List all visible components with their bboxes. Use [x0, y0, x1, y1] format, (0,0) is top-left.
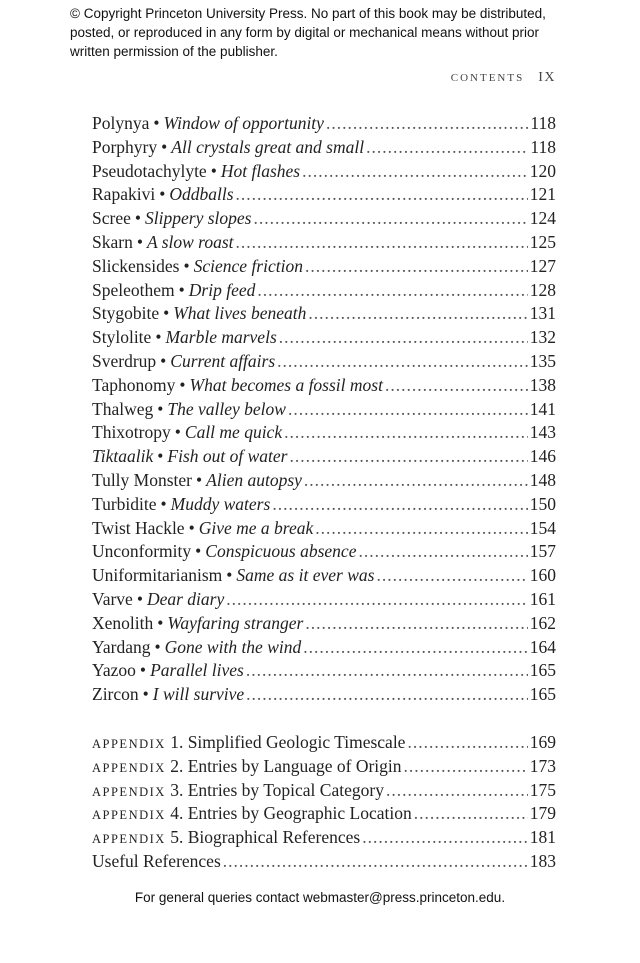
- toc-entry-term: Xenolith: [92, 612, 154, 633]
- toc-entry-subtitle: I will survive: [152, 684, 245, 705]
- toc-entry-subtitle: Give me a break: [198, 517, 314, 538]
- dot-leader: [253, 208, 527, 229]
- bullet-separator: •: [159, 184, 166, 205]
- toc-entry-text: [92, 375, 383, 396]
- bullet-separator: •: [155, 327, 162, 348]
- toc-page-number: 138: [529, 374, 556, 395]
- toc-page-number: 146: [529, 446, 556, 467]
- appendix-number: 3.: [170, 779, 184, 800]
- toc-entry-subtitle: What becomes a fossil most: [189, 374, 383, 395]
- toc-entry-text: [92, 446, 287, 467]
- toc-entry-row: [92, 422, 556, 446]
- toc-page-number: 175: [529, 779, 556, 800]
- appendix-label: APPENDIX: [92, 736, 166, 751]
- dot-leader: [279, 327, 528, 348]
- toc-page-number: 118: [530, 136, 556, 157]
- toc-page-number: 131: [529, 303, 556, 324]
- bullet-separator: •: [174, 422, 181, 443]
- toc-entry-row: [92, 280, 556, 304]
- dot-leader: [386, 780, 528, 801]
- toc-entry-subtitle: Conspicuous absence: [205, 541, 357, 562]
- dot-leader: [366, 137, 528, 158]
- toc-entry-text: [92, 137, 364, 158]
- toc-entry-subtitle: Gone with the wind: [164, 636, 302, 657]
- toc-page-number: 173: [529, 755, 556, 776]
- entries-list: [92, 113, 556, 708]
- toc-entry-subtitle: Dear diary: [146, 588, 225, 609]
- toc-page-number: 141: [529, 398, 556, 419]
- toc-page-number: 150: [529, 493, 556, 514]
- toc-page-number: 148: [529, 469, 556, 490]
- toc-entry-term: Stylolite: [92, 327, 152, 348]
- appendix-number: 2.: [170, 755, 184, 776]
- toc-entry-subtitle: What lives beneath: [173, 303, 307, 324]
- dot-leader: [272, 494, 527, 515]
- toc-entry-text: [92, 256, 303, 277]
- toc-entry-term: Stygobite: [92, 303, 160, 324]
- appendices-list: [92, 732, 556, 851]
- toc-entry-term: Skarn: [92, 231, 133, 252]
- toc-entry-text: [92, 613, 303, 634]
- toc-entry-text: [92, 208, 251, 229]
- toc-entry-term: Uniformitarianism: [92, 565, 223, 586]
- toc-entry-text: [92, 327, 277, 348]
- appendix-text: [92, 756, 402, 777]
- bullet-separator: •: [136, 231, 143, 252]
- bullet-separator: •: [139, 660, 147, 681]
- toc-entry-row: [92, 327, 556, 351]
- toc-entry-row: [92, 232, 556, 256]
- toc-entry-row: [92, 589, 556, 613]
- toc-page-number: 161: [529, 588, 556, 609]
- toc-entry-subtitle: Fish out of water: [167, 446, 288, 467]
- toc-entry-row: [92, 684, 556, 708]
- bullet-separator: •: [160, 493, 167, 514]
- toc-entry-text: [92, 470, 302, 491]
- toc-entry-subtitle: Drip feed: [188, 279, 256, 300]
- toc-entry-subtitle: Muddy waters: [170, 493, 271, 514]
- dot-leader: [305, 613, 527, 634]
- appendix-title: Simplified Geologic Timescale: [187, 731, 406, 752]
- toc-entry-text: [92, 518, 313, 539]
- appendix-label: APPENDIX: [92, 808, 166, 823]
- dot-leader: [223, 851, 528, 872]
- appendix-text: [92, 803, 412, 824]
- appendix-title: Entries by Topical Category: [187, 779, 384, 800]
- toc-entry-text: [92, 184, 234, 205]
- toc-page-number: 127: [529, 255, 556, 276]
- dot-leader: [362, 827, 528, 848]
- toc-entry-text: [92, 565, 374, 586]
- copyright-notice: © Copyright Princeton University Press. No part of this book may be distributed, posted, or reproduced in any form by digital or mechanical means without prior written permission of the publisher.: [70, 6, 546, 59]
- toc-entry-subtitle: Science friction: [193, 255, 303, 276]
- toc-page-number: 162: [529, 612, 556, 633]
- toc-entry-text: [92, 541, 356, 562]
- dot-leader: [303, 637, 528, 658]
- appendix-number: 5.: [170, 827, 184, 848]
- toc-entry-row: [92, 137, 556, 161]
- appendix-text: [92, 732, 405, 753]
- dot-leader: [304, 470, 528, 491]
- appendix-text: [92, 780, 384, 801]
- toc-page-number: 183: [529, 850, 556, 871]
- toc-page-number: 135: [529, 350, 556, 371]
- toc-page-number: 118: [530, 113, 556, 133]
- bullet-separator: •: [157, 398, 164, 419]
- toc-entry-row: [92, 303, 556, 327]
- toc-entry-text: [92, 303, 306, 324]
- toc-entry-term: Twist Hackle: [92, 517, 185, 538]
- toc-entry-text: [92, 351, 275, 372]
- toc-entry-term: Rapakivi: [92, 184, 156, 205]
- toc-page-number: 124: [529, 208, 556, 229]
- bullet-separator: •: [163, 303, 170, 324]
- toc-page-number: 181: [529, 827, 556, 848]
- bullet-separator: •: [188, 517, 195, 538]
- toc-title: Useful References: [92, 850, 221, 871]
- toc-page-number: 128: [529, 279, 556, 300]
- appendix-number: 4.: [170, 803, 184, 824]
- toc-entry-row: [92, 613, 556, 637]
- dot-leader: [284, 422, 528, 443]
- toc-entry-text: [92, 684, 244, 705]
- toc-entry-term: Unconformity: [92, 541, 192, 562]
- toc-entry-row: [92, 446, 556, 470]
- toc-entry-subtitle: Parallel lives: [150, 660, 244, 681]
- toc-entry-row: [92, 660, 556, 684]
- toc-entry-term: Thixotropy: [92, 422, 171, 443]
- toc-entry-row: [92, 161, 556, 185]
- toc-entry-term: Tiktaalik: [92, 446, 154, 467]
- toc-entry-text: [92, 637, 301, 658]
- toc-entry-row: [92, 399, 556, 423]
- toc-entry-text: [92, 422, 282, 443]
- toc-entry-row: [92, 637, 556, 661]
- dot-leader: [404, 756, 528, 777]
- dot-leader: [246, 684, 528, 705]
- toc-page-number: 121: [529, 184, 556, 205]
- toc-page-number: 164: [529, 636, 556, 657]
- toc-page-number: 179: [529, 803, 556, 824]
- toc-entry-text: [92, 232, 234, 253]
- toc-entry-subtitle: Same as it ever was: [236, 565, 375, 586]
- dot-leader: [315, 518, 528, 539]
- bullet-separator: •: [134, 208, 142, 229]
- toc-entry-text: [92, 660, 244, 681]
- toc-entry-term: Yazoo: [92, 660, 136, 681]
- bullet-separator: •: [157, 446, 164, 467]
- running-head: [451, 70, 556, 86]
- dot-leader: [308, 303, 527, 324]
- appendix-title: Biographical References: [187, 827, 361, 848]
- toc-entry-subtitle: The valley below: [167, 398, 286, 419]
- dot-leader: [257, 280, 527, 301]
- toc-entry-text: [92, 280, 255, 301]
- toc-entry-term: Tully Monster: [92, 469, 193, 490]
- dot-leader: [277, 351, 528, 372]
- bullet-separator: •: [226, 565, 233, 586]
- toc-entry-subtitle: Slippery slopes: [145, 208, 252, 229]
- bullet-separator: •: [142, 684, 149, 705]
- appendix-title: Entries by Geographic Location: [187, 803, 412, 824]
- toc-page-number: 165: [529, 660, 556, 681]
- toc-entry-subtitle: All crystals great and small: [171, 136, 365, 157]
- running-head-label: CONTENTS: [450, 72, 525, 84]
- dot-leader: [246, 660, 528, 681]
- toc-entry-row: [92, 208, 556, 232]
- bullet-separator: •: [210, 160, 217, 181]
- appendix-number: 1.: [170, 731, 184, 752]
- appendix-row: [92, 756, 556, 780]
- toc-page-number: 120: [529, 160, 556, 181]
- toc-entry-row: [92, 351, 556, 375]
- toc-page-number: 143: [529, 422, 556, 443]
- appendix-row: [92, 732, 556, 756]
- toc-entry-row: [92, 184, 556, 208]
- toc-page-number: 169: [529, 731, 556, 752]
- toc-entry-subtitle: Oddballs: [169, 184, 234, 205]
- dot-leader: [326, 113, 528, 134]
- bullet-separator: •: [161, 136, 168, 157]
- toc-entry-subtitle: Call me quick: [184, 422, 283, 443]
- toc-entry-term: Scree: [92, 208, 131, 229]
- toc-entry-row: [92, 565, 556, 589]
- appendix-row: [92, 827, 556, 851]
- toc-entry-term: Speleothem: [92, 279, 175, 300]
- appendix-title: Entries by Language of Origin: [187, 755, 402, 776]
- toc-entry-term: Turbidite: [92, 493, 157, 514]
- dot-leader: [376, 565, 527, 586]
- bullet-separator: •: [154, 636, 161, 657]
- toc-row-useful-references: [92, 851, 556, 875]
- toc-entry-subtitle: A slow roast: [146, 231, 234, 252]
- toc-page-number: 125: [529, 231, 556, 252]
- toc-entry-row: [92, 541, 556, 565]
- appendix-row: [92, 803, 556, 827]
- toc-page-number: 165: [529, 684, 556, 705]
- toc-entry-row: [92, 256, 556, 280]
- bullet-separator: •: [196, 469, 203, 490]
- toc-entry-row: [92, 518, 556, 542]
- running-head-page-number: IX: [538, 70, 556, 85]
- toc-page-number: 160: [529, 565, 556, 586]
- dot-leader: [385, 375, 528, 396]
- section-gap: [92, 708, 556, 732]
- toc-entry-row: [92, 470, 556, 494]
- toc-entry-row: [92, 375, 556, 399]
- appendix-text: [92, 827, 360, 848]
- bullet-separator: •: [160, 350, 167, 371]
- bullet-separator: •: [179, 374, 186, 395]
- toc-page-number: 154: [529, 517, 556, 538]
- dot-leader: [302, 161, 528, 182]
- appendix-label: APPENDIX: [92, 832, 166, 847]
- toc-page-number: 157: [529, 541, 556, 562]
- toc-entry-text: [92, 113, 324, 134]
- bullet-separator: •: [157, 612, 164, 633]
- toc-entry-subtitle: Marble marvels: [165, 327, 277, 348]
- toc-entry-text: [92, 399, 286, 420]
- toc-entry-term: Pseudotachylyte: [92, 160, 207, 181]
- bullet-separator: •: [136, 588, 143, 609]
- appendix-label: APPENDIX: [92, 760, 166, 775]
- dot-leader: [358, 541, 527, 562]
- toc-page-number: 132: [529, 327, 556, 348]
- toc-entry-term: Polynya: [92, 113, 150, 133]
- toc-entry-term: Porphyry: [92, 136, 158, 157]
- bullet-separator: •: [183, 255, 190, 276]
- dot-leader: [226, 589, 528, 610]
- dot-leader: [407, 732, 527, 753]
- dot-leader: [236, 232, 528, 253]
- toc-entry-term: Thalweg: [92, 398, 154, 419]
- toc-entry-row: [92, 494, 556, 518]
- dot-leader: [414, 803, 528, 824]
- footer-contact: For general queries contact webmaster@press.princeton.edu.: [134, 890, 506, 905]
- toc-entry-text: [92, 589, 224, 610]
- toc-entry-subtitle: Hot flashes: [220, 160, 301, 181]
- bullet-separator: •: [153, 113, 160, 133]
- toc-entry-subtitle: Alien autopsy: [206, 469, 302, 490]
- toc-entry-term: Sverdrup: [92, 350, 157, 371]
- dot-leader: [288, 399, 528, 420]
- toc-entry-subtitle: Window of opportunity: [163, 113, 324, 133]
- appendix-row: [92, 780, 556, 804]
- dot-leader: [289, 446, 527, 467]
- toc-entry-row: [92, 113, 556, 137]
- dot-leader: [236, 184, 528, 205]
- toc-entry-text: [92, 161, 300, 182]
- toc-entry-subtitle: Current affairs: [170, 350, 276, 371]
- toc-entry-term: Varve: [92, 588, 133, 609]
- toc-entry-term: Taphonomy: [92, 374, 176, 395]
- bullet-separator: •: [178, 279, 185, 300]
- toc-entry-term: Slickensides: [92, 255, 180, 276]
- table-of-contents: [92, 113, 556, 875]
- toc-entry-term: Zircon: [92, 684, 139, 705]
- toc-entry-term: Yardang: [92, 636, 151, 657]
- toc-entry-subtitle: Wayfaring stranger: [167, 612, 304, 633]
- bullet-separator: •: [195, 541, 202, 562]
- appendix-label: APPENDIX: [92, 784, 166, 799]
- dot-leader: [305, 256, 528, 277]
- toc-entry-text: [92, 494, 270, 515]
